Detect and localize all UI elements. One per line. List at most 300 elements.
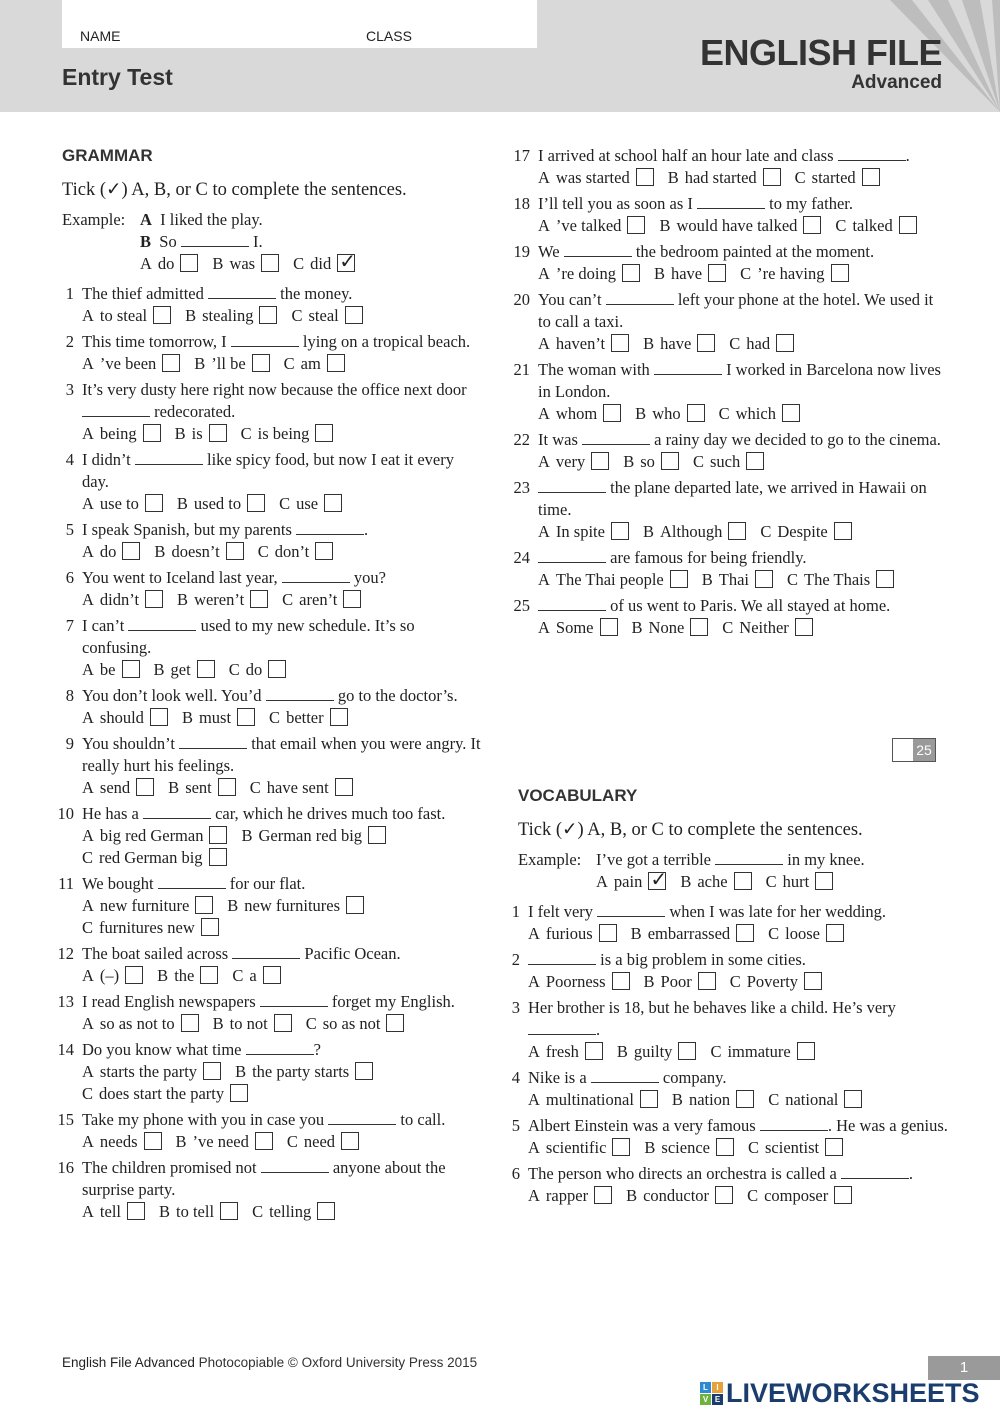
option-checkbox[interactable] [803,216,821,234]
option-checkbox[interactable] [585,1042,603,1060]
option-letter: A [82,896,94,915]
option-checkbox[interactable] [335,778,353,796]
option-checkbox[interactable] [611,522,629,540]
option-checkbox[interactable] [203,1062,221,1080]
option-b[interactable] [235,1061,373,1083]
option-c[interactable] [710,1041,814,1063]
option-a[interactable] [538,333,629,355]
question-options [82,825,482,869]
option-checkbox[interactable] [341,1132,359,1150]
option-checkbox[interactable] [201,918,219,936]
grammar-question-20 [508,289,948,355]
option-b[interactable] [157,965,218,987]
option-c[interactable] [795,167,880,189]
option-checkbox[interactable] [237,708,255,726]
option-checkbox[interactable] [834,522,852,540]
option-checkbox[interactable] [315,424,333,442]
option-checkbox[interactable] [862,168,880,186]
option-checkbox[interactable] [736,1090,754,1108]
option-checkbox[interactable] [136,778,154,796]
option-b[interactable] [194,353,269,375]
sentence-part: . He was a genius. [827,1116,948,1135]
score-total: 25 [913,739,935,761]
option-checkbox[interactable] [343,590,361,608]
option-a[interactable] [82,493,163,515]
option-checkbox[interactable] [591,452,609,470]
option-a[interactable] [538,215,645,237]
option-c[interactable] [835,215,916,237]
option-checkbox[interactable] [746,452,764,470]
option-checkbox[interactable] [209,826,227,844]
option-checkbox[interactable] [226,542,244,560]
option-a[interactable] [82,659,140,681]
option-b[interactable] [212,253,279,275]
option-a[interactable] [538,451,609,473]
option-checkbox[interactable] [324,494,342,512]
option-checkbox[interactable] [252,354,270,372]
option-checkbox[interactable] [795,618,813,636]
brand [700,34,942,94]
option-b[interactable] [635,403,704,425]
option-checkbox[interactable] [355,1062,373,1080]
vocabulary-section [508,785,948,1211]
option-c[interactable] [258,541,334,563]
question-options [528,923,948,945]
option-a[interactable] [82,423,161,445]
grammar-question-18 [508,193,948,237]
option-c[interactable] [730,971,822,993]
option-checkbox[interactable] [122,660,140,678]
question-body [538,477,948,543]
option-letter: B [642,522,654,541]
option-c[interactable] [306,1013,405,1035]
option-c[interactable] [729,333,794,355]
option-text: used to [193,494,242,513]
option-letter: C [692,452,704,471]
grammar-questions-right [508,145,948,639]
option-c[interactable] [693,451,764,473]
option-a[interactable] [82,1131,162,1153]
question-options [528,1185,948,1207]
question-number: 11 [58,874,74,893]
option-checkbox[interactable] [728,522,746,540]
option-checkbox[interactable] [826,924,844,942]
option-c[interactable] [241,423,334,445]
option-c[interactable] [291,305,362,327]
option-a[interactable] [82,1201,145,1223]
option-checkbox[interactable] [337,254,355,272]
option-text: composer [764,1186,829,1205]
option-checkbox[interactable] [708,264,726,282]
answer-blank [231,333,299,347]
vocabulary-question-5 [508,1115,948,1159]
option-text: The Thai people [555,570,664,589]
option-checkbox[interactable] [825,1138,843,1156]
option-checkbox[interactable] [690,618,708,636]
option-a[interactable] [82,1061,221,1083]
option-a[interactable] [538,569,688,591]
option-c[interactable] [768,923,844,945]
option-letter: C [835,216,847,235]
option-checkbox[interactable] [144,1132,162,1150]
option-a[interactable] [538,263,640,285]
option-checkbox[interactable] [804,972,822,990]
liveworksheets-logo[interactable] [700,1378,980,1409]
option-letter: A [140,254,152,273]
option-checkbox[interactable] [698,972,716,990]
option-checkbox[interactable] [736,924,754,942]
answer-blank [538,549,606,563]
option-checkbox[interactable] [678,1042,696,1060]
option-checkbox[interactable] [197,660,215,678]
question-options [82,1201,482,1223]
option-letter: B [659,216,671,235]
option-c[interactable] [250,777,353,799]
question-sentence [82,449,482,493]
option-c[interactable] [284,353,345,375]
option-checkbox[interactable] [259,306,277,324]
option-a[interactable] [82,589,163,611]
option-checkbox[interactable] [263,966,281,984]
option-text: so [640,452,655,471]
question-body [528,1163,948,1207]
option-letter: C [257,542,269,561]
sentence-part: You can’t [538,290,606,309]
option-checkbox[interactable] [345,306,363,324]
option-checkbox[interactable] [220,1202,238,1220]
option-b[interactable] [227,895,364,917]
option-text: pain [613,872,643,891]
option-checkbox[interactable] [209,424,227,442]
grammar-question-19 [508,241,948,285]
option-checkbox[interactable] [327,354,345,372]
option-b[interactable] [668,167,781,189]
option-a[interactable] [528,1041,603,1063]
option-b[interactable] [654,263,726,285]
option-checkbox[interactable] [330,708,348,726]
question-number: 2 [65,332,74,351]
option-checkbox[interactable] [261,254,279,272]
option-letter: C [252,1202,264,1221]
option-b[interactable] [631,923,754,945]
option-c[interactable] [269,707,348,729]
option-checkbox[interactable] [670,570,688,588]
option-checkbox[interactable] [600,618,618,636]
sentence-part: a rainy day we decided to go to the cinema. [650,430,941,449]
option-a[interactable] [82,825,227,847]
option-c[interactable] [747,1185,852,1207]
option-checkbox[interactable] [195,896,213,914]
option-letter: C [794,168,806,187]
option-b[interactable] [643,521,746,543]
option-checkbox[interactable] [755,570,773,588]
grammar-question-15 [52,1109,482,1153]
option-checkbox[interactable] [834,1186,852,1204]
question-number: 5 [65,520,74,539]
option-checkbox[interactable] [122,542,140,560]
option-text: scientist [765,1138,820,1157]
option-c[interactable] [740,263,848,285]
option-letter: B [631,618,643,637]
option-checkbox[interactable] [648,872,666,890]
option-b[interactable] [168,777,236,799]
option-letter: B [194,354,206,373]
option-checkbox[interactable] [218,778,236,796]
option-a[interactable] [82,305,171,327]
option-c[interactable] [748,1137,843,1159]
option-c[interactable] [82,1083,248,1105]
option-checkbox[interactable] [143,424,161,442]
option-text: Some [555,618,594,637]
option-b[interactable] [659,215,821,237]
footer-brand: English File Advanced [62,1355,195,1370]
example-b-letter: B [140,232,152,251]
answer-blank [82,403,150,417]
option-c[interactable] [768,1089,862,1111]
option-b[interactable] [632,617,709,639]
option-letter: B [623,452,635,471]
option-checkbox[interactable] [594,1186,612,1204]
question-number: 2 [511,950,520,969]
option-c[interactable] [787,569,894,591]
grammar-question-3 [52,379,482,445]
question-body [82,991,482,1035]
option-letter: A [528,924,540,943]
option-c[interactable] [279,493,342,515]
option-b[interactable] [175,423,227,445]
question-body [82,519,482,563]
option-c[interactable] [760,521,851,543]
option-checkbox[interactable] [315,542,333,560]
option-text: Despite [777,522,828,541]
option-c[interactable] [82,847,227,869]
vocabulary-title: VOCABULARY [518,786,638,805]
option-c[interactable] [229,659,287,681]
option-checkbox[interactable] [230,1084,248,1102]
option-b[interactable] [680,871,751,893]
option-b[interactable] [626,1185,733,1207]
option-checkbox[interactable] [763,168,781,186]
option-a[interactable] [538,521,629,543]
option-a[interactable] [528,923,617,945]
option-b[interactable] [702,569,773,591]
answer-blank [654,361,722,375]
option-a[interactable] [528,1137,630,1159]
option-a[interactable] [82,707,168,729]
score-input[interactable] [893,739,913,761]
option-checkbox[interactable] [153,306,171,324]
option-checkbox[interactable] [831,264,849,282]
option-checkbox[interactable] [661,452,679,470]
option-checkbox[interactable] [611,334,629,352]
option-checkbox[interactable] [255,1132,273,1150]
sentence-part: like spicy food, but now I eat it every day. [82,450,454,491]
option-checkbox[interactable] [899,216,917,234]
option-checkbox[interactable] [844,1090,862,1108]
option-checkbox[interactable] [145,590,163,608]
option-checkbox[interactable] [622,264,640,282]
option-a[interactable] [82,353,180,375]
option-checkbox[interactable] [715,1186,733,1204]
logo-tile: E [712,1394,723,1405]
option-a[interactable] [538,403,621,425]
option-c[interactable] [287,1131,359,1153]
option-a[interactable] [528,971,630,993]
option-a[interactable] [82,1013,199,1035]
question-sentence [528,1067,948,1089]
option-c[interactable] [293,253,355,275]
option-checkbox[interactable] [268,660,286,678]
sentence-part: He has a [82,804,143,823]
option-text: ache [697,872,728,891]
option-checkbox[interactable] [180,254,198,272]
option-checkbox[interactable] [734,872,752,890]
option-checkbox[interactable] [250,590,268,608]
option-text: a [249,966,257,985]
option-checkbox[interactable] [127,1202,145,1220]
option-text: is being [257,424,310,443]
option-text: who [652,404,681,423]
option-a[interactable] [82,965,143,987]
option-text: tell [99,1202,121,1221]
option-b[interactable] [182,707,255,729]
option-checkbox[interactable] [612,1138,630,1156]
option-c[interactable] [232,965,280,987]
option-checkbox[interactable] [636,168,654,186]
option-checkbox[interactable] [782,404,800,422]
option-b[interactable] [241,825,386,847]
option-checkbox[interactable] [162,354,180,372]
option-checkbox[interactable] [599,924,617,942]
option-checkbox[interactable] [209,848,227,866]
grammar-column-right [508,145,948,643]
question-options [538,333,948,355]
sentence-part: to call. [396,1110,446,1129]
option-checkbox[interactable] [603,404,621,422]
sentence-part: You don’t look well. You’d [82,686,266,705]
option-checkbox[interactable] [200,966,218,984]
option-a[interactable] [82,541,140,563]
option-checkbox[interactable] [627,216,645,234]
option-c[interactable] [722,617,813,639]
option-b[interactable] [644,971,716,993]
option-b[interactable] [623,451,679,473]
option-checkbox[interactable] [640,1090,658,1108]
option-text: was started [555,168,630,187]
option-text: so as not to [99,1014,175,1033]
option-checkbox[interactable] [274,1014,292,1032]
question-number: 15 [57,1110,74,1129]
option-a[interactable] [528,1089,658,1111]
option-text: telling [269,1202,312,1221]
option-checkbox[interactable] [386,1014,404,1032]
grammar-question-13 [52,991,482,1035]
vocabulary-example [518,849,948,893]
option-c[interactable] [719,403,800,425]
grammar-question-1 [52,283,482,327]
option-text: immature [727,1042,791,1061]
option-b[interactable] [154,541,243,563]
option-a[interactable] [538,617,618,639]
option-b[interactable] [672,1089,754,1111]
example-a-text: I liked the play. [160,210,263,229]
option-c[interactable] [766,871,834,893]
answer-blank [838,147,906,161]
option-checkbox[interactable] [145,494,163,512]
option-b[interactable] [643,333,715,355]
option-text: Neither [739,618,789,637]
question-sentence [82,283,482,305]
sentence-part: Albert Einstein was a very famous [528,1116,760,1135]
option-c[interactable] [82,917,219,939]
option-checkbox[interactable] [776,334,794,352]
option-checkbox[interactable] [346,896,364,914]
question-body [528,997,948,1063]
option-checkbox[interactable] [125,966,143,984]
option-checkbox[interactable] [687,404,705,422]
example-pre: I’ve got a terrible [596,850,711,869]
sentence-part: anyone about the surprise party. [82,1158,446,1199]
option-checkbox[interactable] [612,972,630,990]
question-number: 3 [511,998,520,1017]
vocabulary-question-1 [508,901,948,945]
option-checkbox[interactable] [716,1138,734,1156]
option-a[interactable] [82,895,213,917]
option-letter: B [212,254,224,273]
option-text: embarrassed [647,924,731,943]
option-b[interactable] [617,1041,697,1063]
option-text: starts the party [99,1062,198,1081]
sentence-part: . [596,1020,601,1039]
option-checkbox[interactable] [876,570,894,588]
option-b[interactable] [213,1013,292,1035]
option-c[interactable] [252,1201,335,1223]
option-b[interactable] [644,1137,734,1159]
option-a[interactable] [528,1185,612,1207]
option-b[interactable] [185,305,277,327]
option-b[interactable] [176,1131,273,1153]
option-a[interactable] [596,871,666,893]
grammar-question-8 [52,685,482,729]
option-checkbox[interactable] [797,1042,815,1060]
option-b[interactable] [177,589,268,611]
option-checkbox[interactable] [247,494,265,512]
option-checkbox[interactable] [815,872,833,890]
option-a[interactable] [82,777,154,799]
option-checkbox[interactable] [368,826,386,844]
question-sentence [82,1039,482,1061]
option-text: guilty [633,1042,673,1061]
option-b[interactable] [159,1201,238,1223]
question-number: 5 [511,1116,520,1135]
option-checkbox[interactable] [150,708,168,726]
sentence-part: It’s very dusty here right now because the office next door [82,380,467,399]
option-text: stealing [202,306,254,325]
question-options [82,1131,482,1153]
option-a[interactable] [140,253,198,275]
option-c[interactable] [282,589,361,611]
option-letter: C [760,522,772,541]
option-checkbox[interactable] [697,334,715,352]
option-b[interactable] [154,659,215,681]
option-b[interactable] [177,493,265,515]
option-a[interactable] [538,167,654,189]
option-checkbox[interactable] [317,1202,335,1220]
option-text: had [746,334,771,353]
option-text: fresh [545,1042,579,1061]
sentence-part: This time tomorrow, I [82,332,231,351]
option-checkbox[interactable] [181,1014,199,1032]
